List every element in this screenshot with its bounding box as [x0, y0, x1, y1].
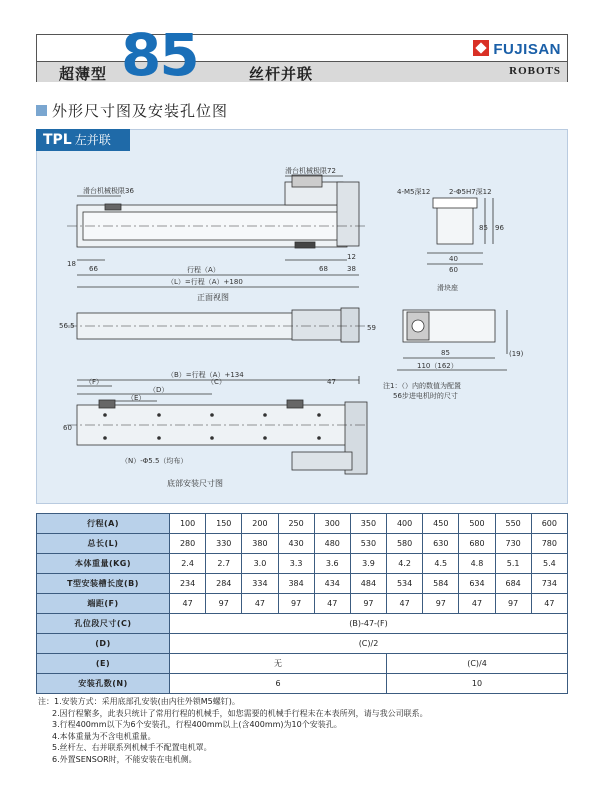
brand-sub: ROBOTS	[509, 65, 561, 77]
cell: 97	[278, 594, 314, 614]
header-right-text: 丝杆并联	[249, 65, 314, 83]
bottom-view-title: 底部安装尺寸图	[167, 479, 223, 488]
note-paren-1: 注1：（）内的数值为配置	[383, 382, 461, 390]
cell: 380	[242, 534, 278, 554]
cell: 3.3	[278, 554, 314, 574]
cell: 684	[495, 574, 531, 594]
label-limit-72: 滑台机械极限72	[285, 167, 336, 175]
cell: 630	[423, 534, 459, 554]
cell: 334	[242, 574, 278, 594]
header-n: 安装孔数(N)	[37, 674, 170, 694]
cell: 5.1	[495, 554, 531, 574]
technical-drawing	[37, 130, 569, 505]
cell: 280	[170, 534, 206, 554]
label-66: 66	[89, 265, 98, 273]
header-e: (E)	[37, 654, 170, 674]
cell: 4.5	[423, 554, 459, 574]
label-19: (19)	[509, 350, 524, 358]
row-d	[37, 634, 568, 654]
cell: 47	[242, 594, 278, 614]
header-c: 孔位段尺寸(C)	[37, 614, 170, 634]
cell: 480	[314, 534, 350, 554]
cell: 730	[495, 534, 531, 554]
row-length	[37, 534, 568, 554]
cell: 634	[459, 574, 495, 594]
note-6: 6.外置SENSOR时，不能安装在电机侧。	[52, 754, 197, 764]
cell: 4.2	[387, 554, 423, 574]
note-5: 5.丝杆左、右并联系列机械手不配置电机罩。	[52, 743, 212, 752]
label-68: 68	[319, 265, 328, 273]
label-length: （L）=行程（A）+180	[167, 278, 243, 286]
label-110: 110（162）	[417, 362, 458, 370]
square-bullet-icon	[36, 105, 47, 116]
label-40: 40	[449, 255, 458, 263]
cell: 530	[350, 534, 386, 554]
cell: 284	[206, 574, 242, 594]
label-12: 12	[347, 253, 356, 261]
cell: 200	[242, 514, 278, 534]
label-85b: 85	[441, 349, 450, 357]
section-title	[36, 100, 228, 121]
slider-seat-title: 滑块座	[437, 284, 458, 292]
label-38: 38	[347, 265, 356, 273]
header-stroke: 行程(A)	[37, 514, 170, 534]
label-f: （F）	[85, 378, 104, 386]
cell: 780	[531, 534, 567, 554]
header-d: (D)	[37, 634, 170, 654]
label-18: 18	[67, 260, 76, 268]
cell: 330	[206, 534, 242, 554]
label-59: 59	[367, 324, 376, 332]
header-slot: T型安装槽长度(B)	[37, 574, 170, 594]
cell: 350	[350, 514, 386, 534]
cell: 2.4	[170, 554, 206, 574]
tpl-tag	[36, 129, 130, 151]
header-end: 端距(F)	[37, 594, 170, 614]
cell: 300	[314, 514, 350, 534]
header-weight: 本体重量(KG)	[37, 554, 170, 574]
cell: 3.0	[242, 554, 278, 574]
cell: 450	[423, 514, 459, 534]
cell: 500	[459, 514, 495, 534]
cell-e1: 无	[170, 654, 387, 674]
cell: 550	[495, 514, 531, 534]
cell: 4.8	[459, 554, 495, 574]
cell: 47	[531, 594, 567, 614]
label-4m5: 4-M5深12	[397, 188, 431, 196]
cell: 47	[459, 594, 495, 614]
brand-logo	[473, 40, 561, 58]
row-n	[37, 674, 568, 694]
cell: 100	[170, 514, 206, 534]
drawing-panel	[36, 129, 568, 504]
label-56-5: 56.5	[59, 322, 75, 330]
cell: 97	[206, 594, 242, 614]
spec-table	[36, 513, 568, 694]
cell: 47	[387, 594, 423, 614]
cell: 384	[278, 574, 314, 594]
label-b: （B）=行程（A）+134	[167, 371, 244, 379]
cell: 97	[423, 594, 459, 614]
label-e: （E）	[127, 394, 146, 402]
label-limit-36: 滑台机械极限36	[83, 187, 134, 195]
row-stroke	[37, 514, 568, 534]
cell: 2.7	[206, 554, 242, 574]
label-2phi5: 2-Φ5H7深12	[449, 188, 492, 196]
label-c: （C）	[207, 378, 226, 386]
cell: 680	[459, 534, 495, 554]
cell: 484	[350, 574, 386, 594]
cell: 3.6	[314, 554, 350, 574]
cell-n1: 6	[170, 674, 387, 694]
cell: 400	[387, 514, 423, 534]
section-title-text: 外形尺寸图及安装孔位图	[52, 102, 229, 120]
row-e	[37, 654, 568, 674]
cell-c: (B)-47-(F)	[170, 614, 568, 634]
cell: 600	[531, 514, 567, 534]
cell: 97	[495, 594, 531, 614]
label-85a: 85	[479, 224, 488, 232]
cell: 47	[170, 594, 206, 614]
label-d: （D）	[149, 386, 169, 394]
row-slot	[37, 574, 568, 594]
cell: 430	[278, 534, 314, 554]
cell: 734	[531, 574, 567, 594]
cell: 250	[278, 514, 314, 534]
label-47: 47	[327, 378, 336, 386]
model-number: 85	[121, 21, 198, 89]
note-3: 3.行程400mm以下为6个安装孔，行程400mm以上(含400mm)为10个安装孔。	[52, 720, 342, 729]
row-end	[37, 594, 568, 614]
brand-logo-icon	[473, 40, 489, 56]
cell: 47	[314, 594, 350, 614]
tpl-sub: 左并联	[74, 133, 111, 147]
cell: 434	[314, 574, 350, 594]
note-2: 2.因行程繁多，此表只统计了常用行程的机械手，如您需要的机械手行程未在本表所列，请与我公司联系。	[52, 708, 428, 718]
notes	[38, 696, 428, 765]
cell: 150	[206, 514, 242, 534]
front-view-title: 正面视图	[197, 293, 229, 302]
cell: 5.4	[531, 554, 567, 574]
cell: 534	[387, 574, 423, 594]
cell: 3.9	[350, 554, 386, 574]
cell-n2: 10	[387, 674, 568, 694]
note-4: 4.本体重量为不含电机重量。	[52, 731, 156, 741]
note-paren-2: 56步进电机时的尺寸	[393, 392, 458, 400]
row-c	[37, 614, 568, 634]
label-holes: （N）-Φ5.5（均布）	[121, 457, 188, 465]
header-length: 总长(L)	[37, 534, 170, 554]
note-1: 注：1.安装方式：采用底部孔安装(由内往外锁M5螺钉)。	[38, 697, 240, 706]
cell: 234	[170, 574, 206, 594]
label-60: 60	[449, 266, 458, 274]
label-60b: 60	[63, 424, 72, 432]
row-weight	[37, 554, 568, 574]
cell: 584	[423, 574, 459, 594]
brand-name: FUJISAN	[493, 41, 561, 58]
tpl-main: TPL	[43, 132, 72, 148]
cell: 580	[387, 534, 423, 554]
header-banner	[36, 21, 568, 89]
cell: 97	[350, 594, 386, 614]
cell-d: (C)/2	[170, 634, 568, 654]
label-stroke: 行程（A）	[187, 266, 220, 274]
cell-e2: (C)/4	[387, 654, 568, 674]
header-left-text: 超薄型	[59, 65, 108, 83]
label-96: 96	[495, 224, 504, 232]
